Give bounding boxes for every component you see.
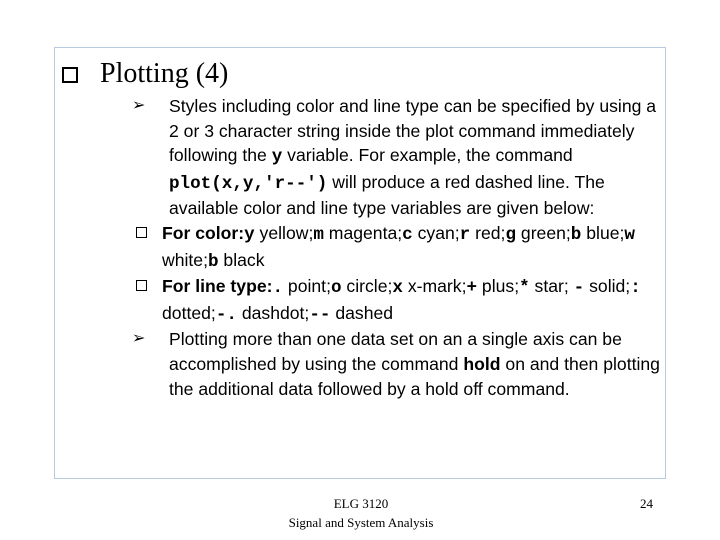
text-span: dashdot;	[236, 302, 310, 323]
code-span: -	[573, 278, 585, 299]
text-span: circle;	[341, 276, 393, 297]
bold-span: hold	[463, 353, 501, 374]
slide-title: Plotting (4)	[100, 58, 229, 89]
footer-subtitle: Signal and System Analysis	[288, 515, 434, 530]
code-span: +	[466, 278, 478, 299]
bullet-hold	[132, 327, 662, 401]
title-row	[62, 56, 228, 92]
code-span: -.	[215, 304, 237, 325]
code-span: y	[271, 147, 283, 168]
hollow-square-icon	[62, 67, 78, 83]
sub-bullet-linetype	[132, 274, 662, 327]
code-span: o	[330, 278, 342, 299]
code-span: x	[392, 278, 403, 299]
sub-bullet-color	[132, 221, 662, 274]
code-span: :	[630, 278, 641, 299]
text-span: black	[218, 249, 265, 270]
footer-course: ELG 3120	[333, 496, 389, 511]
text-span: plus;	[477, 276, 520, 297]
text-span: point;	[283, 276, 331, 297]
sub-label: For color:	[162, 222, 245, 243]
code-span: w	[624, 224, 635, 245]
text-span: red;	[470, 222, 506, 243]
code-span: b	[570, 224, 582, 245]
text-span: x-mark;	[402, 276, 467, 297]
code-span: r	[459, 224, 471, 245]
text-span: green;	[516, 222, 571, 243]
text-span: on and then plotting the additional data followed by a hold off command.	[169, 353, 660, 399]
text-span: dotted;	[162, 302, 216, 323]
arrow-bullet-icon: ➢	[132, 97, 146, 114]
text-span: dashed	[330, 302, 394, 323]
text-span: cyan;	[412, 222, 460, 243]
text-span: will produce a red dashed line. The available color and line type variables are given below:	[169, 171, 605, 219]
text-span: white;	[162, 249, 208, 270]
code-span: .	[272, 278, 284, 299]
text-span: Plotting more than one data set on an a single axis can be accomplished by using the command	[169, 329, 622, 374]
sub-label: For line type:	[162, 276, 273, 297]
text-span: star;	[529, 276, 574, 297]
code-span: b	[207, 251, 219, 272]
text-span: variable. For example, the command	[282, 145, 573, 166]
text-span: Styles including color and line type can be specified by using a 2 or 3 character string inside the plot command immediately following the	[169, 96, 657, 166]
code-span: g	[505, 224, 517, 245]
bullet-styles	[132, 94, 662, 221]
code-span: c	[402, 224, 413, 245]
hollow-square-icon	[136, 227, 147, 238]
code-span: y	[244, 224, 255, 245]
code-span: *	[519, 278, 530, 299]
text-span: blue;	[581, 222, 625, 243]
code-span: --	[309, 304, 331, 325]
text-span: solid;	[584, 276, 631, 297]
arrow-bullet-icon: ➢	[132, 330, 146, 348]
text-span: magenta;	[323, 222, 403, 243]
code-span: m	[313, 224, 324, 245]
text-span: yellow;	[254, 222, 314, 243]
footer	[263, 494, 459, 532]
page-number: 24	[640, 496, 653, 511]
hollow-square-icon	[136, 280, 147, 291]
code-span: plot(x,y,'r--')	[169, 173, 328, 194]
slide-body	[132, 94, 662, 401]
